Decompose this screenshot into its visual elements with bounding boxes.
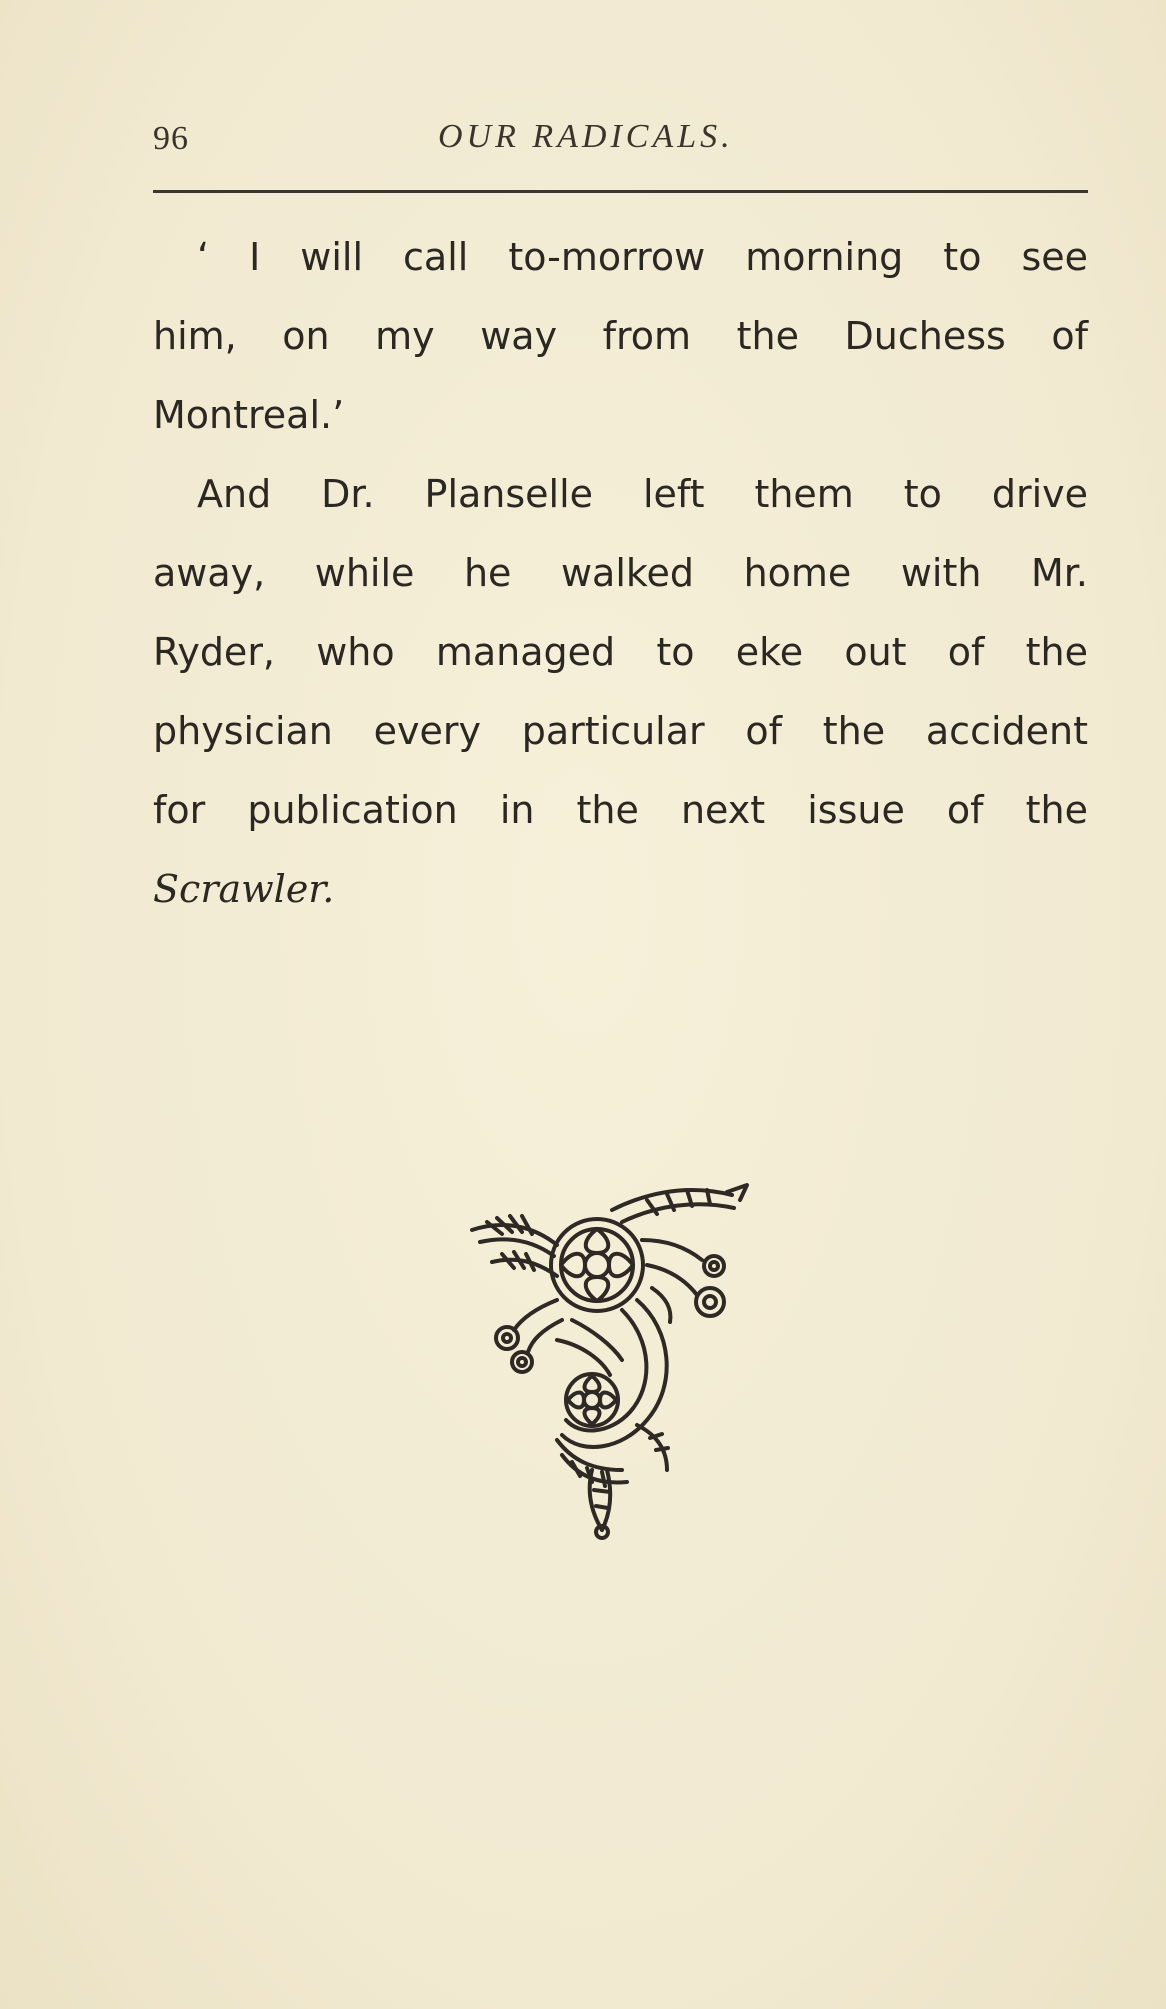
text-line: physician every particular of the accident — [153, 709, 1088, 753]
page-number: 96 — [153, 120, 189, 157]
header-rule — [153, 190, 1088, 193]
text-line: away, while he walked home with Mr. — [153, 551, 1088, 595]
text-line: Ryder, who managed to eke out of the — [153, 630, 1088, 674]
body-text — [153, 218, 1088, 929]
running-title: OUR RADICALS. — [438, 118, 734, 155]
text-line: Montreal.’ — [153, 393, 345, 437]
text-line: him, on my way from the Duchess of — [153, 314, 1088, 358]
text-line: ‘ I will call to-morrow morning to see — [197, 235, 1088, 279]
running-head — [153, 112, 1088, 172]
floral-tailpiece-icon — [462, 1170, 802, 1550]
text-line-italic: Scrawler. — [153, 867, 335, 911]
text-line: for publication in the next issue of the — [153, 788, 1088, 832]
text-line: And Dr. Planselle left them to drive — [197, 472, 1088, 516]
